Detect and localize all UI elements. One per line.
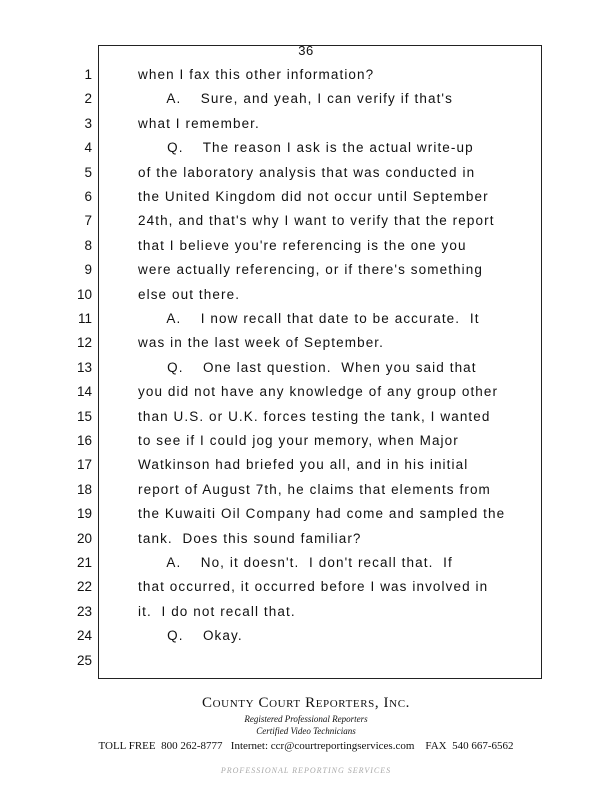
transcript-line: Q. Okay. xyxy=(138,628,243,644)
transcript-line: the United Kingdom did not occur until September xyxy=(138,189,489,204)
line-number: 13 xyxy=(76,359,92,375)
line-number: 21 xyxy=(76,555,92,570)
footer-subtitle-video: Certified Video Technicians xyxy=(256,726,356,736)
transcript-line: were actually referencing, or if there's something xyxy=(138,262,483,278)
line-number: 17 xyxy=(76,457,92,473)
transcript-line: it. I do not recall that. xyxy=(138,603,296,619)
line-number: 16 xyxy=(76,433,92,448)
transcript-line: than U.S. or U.K. forces testing the tank, I wanted xyxy=(138,408,491,424)
footer-contact: TOLL FREE 800 262-8777 Internet: ccr@courtreportingservices.com FAX 540 667-6562 xyxy=(98,740,514,752)
transcript-line: Watkinson had briefed you all, and in his initial xyxy=(138,457,469,473)
transcript-line: what I remember. xyxy=(138,115,260,131)
line-number: 5 xyxy=(84,164,92,180)
line-number: 12 xyxy=(76,335,92,351)
line-number: 23 xyxy=(76,603,92,619)
transcript-line: else out there. xyxy=(138,286,241,302)
transcript-line: report of August 7th, he claims that elements from xyxy=(138,481,491,497)
line-number: 15 xyxy=(76,408,92,424)
transcript-line: the Kuwaiti Oil Company had come and sampled the xyxy=(138,506,506,522)
transcript-line: Q. One last question. When you said that xyxy=(138,359,477,375)
transcript-line: that occurred, it occurred before I was involved in xyxy=(138,579,489,595)
line-number: 4 xyxy=(84,140,92,156)
page-number: 36 xyxy=(298,43,314,58)
line-number: 19 xyxy=(76,506,92,522)
line-number: 14 xyxy=(76,384,92,400)
line-number: 25 xyxy=(76,652,92,668)
line-number: 20 xyxy=(76,530,92,546)
line-number: 22 xyxy=(76,579,92,595)
line-number: 18 xyxy=(76,481,92,497)
transcript-line: that I believe you're referencing is the one you xyxy=(138,237,467,253)
transcript-line: tank. Does this sound familiar? xyxy=(138,530,362,546)
line-number: 3 xyxy=(84,115,92,131)
footer-faint-mark: PROFESSIONAL REPORTING SERVICES xyxy=(220,766,392,775)
transcript-line: A. Sure, and yeah, I can verify if that's xyxy=(138,91,453,107)
transcript-line: was in the last week of September. xyxy=(138,335,385,351)
line-number: 6 xyxy=(84,189,92,204)
line-number: 9 xyxy=(84,262,92,278)
line-number: 7 xyxy=(84,213,92,229)
line-number: 2 xyxy=(84,91,92,107)
transcript-line: A. No, it doesn't. I don't recall that. If xyxy=(138,555,453,570)
transcript-line: Q. The reason I ask is the actual write-up xyxy=(138,140,474,156)
transcript-line: 24th, and that's why I want to verify that the report xyxy=(138,213,495,229)
line-number: 24 xyxy=(76,628,92,644)
line-number: 1 xyxy=(84,67,92,82)
line-number: 8 xyxy=(84,237,92,253)
transcript-line: A. I now recall that date to be accurate. It xyxy=(138,311,480,326)
line-number: 11 xyxy=(77,311,92,326)
footer-subtitle-reporters: Registered Professional Reporters xyxy=(244,714,368,724)
line-number: 10 xyxy=(76,286,92,302)
footer-company: County Court Reporters, Inc. xyxy=(202,695,410,711)
transcript-line: of the laboratory analysis that was conducted in xyxy=(138,164,476,180)
transcript-line: when I fax this other information? xyxy=(138,67,375,82)
transcript-line: to see if I could jog your memory, when Major xyxy=(138,433,459,448)
transcript-line: you did not have any knowledge of any group other xyxy=(138,384,499,400)
